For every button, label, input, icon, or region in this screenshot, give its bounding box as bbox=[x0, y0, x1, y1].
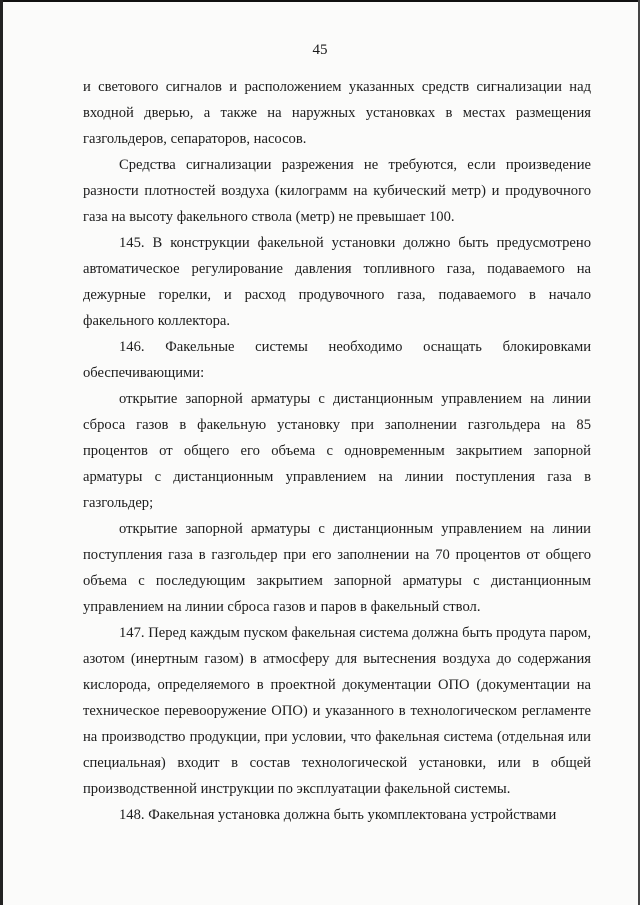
paragraph-146: 146. Факельные системы необходимо оснащать блокировками обеспечивающими: bbox=[83, 339, 591, 381]
page-number: 45 bbox=[312, 42, 328, 58]
paragraph-continuation: и светового сигналов и расположением указанных средств сигнализации над входной дверью, а также на наружных установках в местах размещения газгольдеров, сепараторов, насосов. bbox=[83, 79, 591, 147]
paragraph-147: 147. Перед каждым пуском факельная система должна быть продута паром, азотом (инертным газом) в атмосферу для вытеснения воздуха до содержания кислорода, определяемого в проектной документации ОПО (документации на техническое перевооружение ОПО) и указанного в технологическом регламенте на производство продукции, при условии, что факельная система (отдельная или специальная) входит в состав технологической установки, или в общей производственной инструкции по эксплуатации факельной системы. bbox=[83, 625, 591, 797]
document-body bbox=[83, 74, 591, 828]
paragraph-145: 145. В конструкции факельной установки должно быть предусмотрено автоматическое регулирование давления топливного газа, подаваемого на дежурные горелки, и расход продувочного газа, подаваемого в начало факельного коллектора. bbox=[83, 235, 591, 329]
scan-edge-left bbox=[0, 0, 3, 905]
paragraph-146-item-2: открытие запорной арматуры с дистанционным управлением на линии поступления газа в газгольдер при его заполнении на 70 процентов от общего объема с последующим закрытием запорной арматуры с дистанционным управлением на линии сброса газов и паров в факельный ствол. bbox=[83, 521, 591, 615]
paragraph-146-item-1: открытие запорной арматуры с дистанционным управлением на линии сброса газов в факельную установку при заполнении газгольдера на 85 процентов от общего его объема с одновременным закрытием запорной арматуры с дистанционным управлением на линии поступления газа в газгольдер; bbox=[83, 391, 591, 511]
paragraph-148: 148. Факельная установка должна быть укомплектована устройствами bbox=[119, 807, 557, 823]
paragraph-signaling: Средства сигнализации разрежения не требуются, если произведение разности плотностей воздуха (килограмм на кубический метр) и продувочного газа на высоту факельного ствола (метр) не превышает 100. bbox=[83, 157, 591, 225]
scan-edge-top bbox=[0, 0, 640, 2]
